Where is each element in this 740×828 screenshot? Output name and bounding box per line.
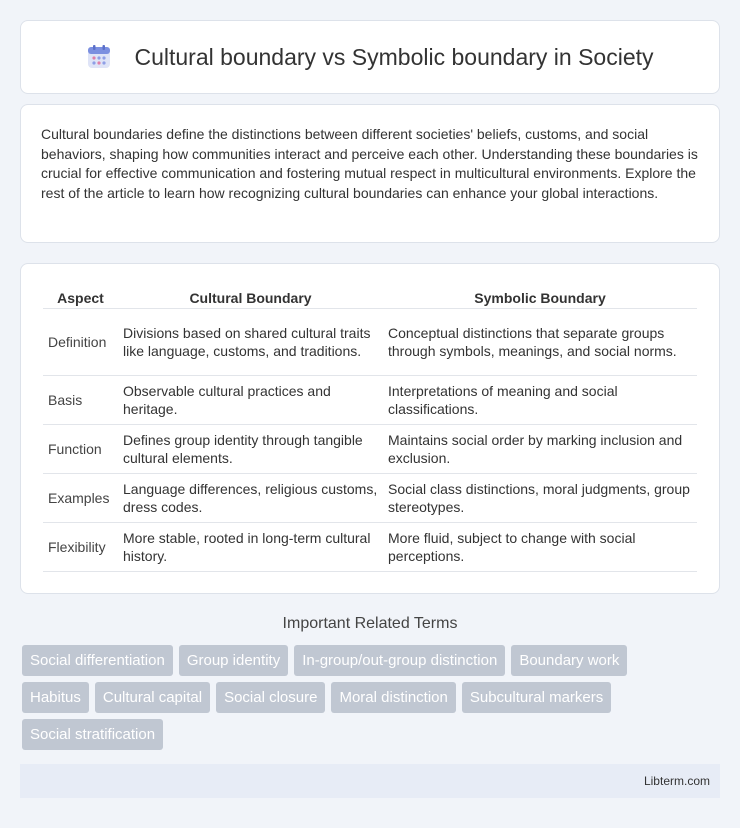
tag-in-group-out-group-distinction[interactable]: In-group/out-group distinction xyxy=(294,645,505,676)
tag-group-identity[interactable]: Group identity xyxy=(179,645,288,676)
header-aspect: Aspect xyxy=(43,285,118,309)
table-row xyxy=(43,425,697,474)
row-symbolic: Conceptual distinctions that separate groups through symbols, meanings, and social norms. xyxy=(383,309,697,376)
tag-subcultural-markers[interactable]: Subcultural markers xyxy=(462,682,611,713)
table-row xyxy=(43,523,697,572)
tag-social-stratification[interactable]: Social stratification xyxy=(22,719,163,750)
table-row xyxy=(43,474,697,523)
table-header-row xyxy=(43,285,697,309)
table-row xyxy=(43,309,697,376)
related-terms-list xyxy=(22,645,702,756)
tag-social-closure[interactable]: Social closure xyxy=(216,682,325,713)
tag-habitus[interactable]: Habitus xyxy=(22,682,89,713)
tag-boundary-work[interactable]: Boundary work xyxy=(511,645,627,676)
comparison-table xyxy=(43,285,697,572)
comparison-table-card xyxy=(20,263,720,594)
intro-card xyxy=(20,104,720,243)
tag-cultural-capital[interactable]: Cultural capital xyxy=(95,682,210,713)
page-title: Cultural boundary vs Symbolic boundary in Society xyxy=(134,43,654,70)
row-aspect: Definition xyxy=(43,309,118,376)
row-cultural: Defines group identity through tangible cultural elements. xyxy=(118,425,383,474)
footer xyxy=(20,764,720,798)
row-aspect: Basis xyxy=(43,376,118,425)
row-symbolic: Maintains social order by marking inclusion and exclusion. xyxy=(383,425,697,474)
related-terms-title: Important Related Terms xyxy=(282,615,458,632)
tag-social-differentiation[interactable]: Social differentiation xyxy=(22,645,173,676)
row-symbolic: More fluid, subject to change with social perceptions. xyxy=(383,523,697,572)
header-card xyxy=(20,20,720,94)
row-aspect: Flexibility xyxy=(43,523,118,572)
row-aspect: Function xyxy=(43,425,118,474)
header-symbolic-boundary: Symbolic Boundary xyxy=(383,285,697,309)
row-cultural: Divisions based on shared cultural traits like language, customs, and traditions. xyxy=(118,309,383,376)
calendar-icon xyxy=(86,44,112,70)
tag-moral-distinction[interactable]: Moral distinction xyxy=(331,682,455,713)
row-symbolic: Interpretations of meaning and social classifications. xyxy=(383,376,697,425)
row-cultural: More stable, rooted in long-term cultural history. xyxy=(118,523,383,572)
row-aspect: Examples xyxy=(43,474,118,523)
intro-paragraph: Cultural boundaries define the distinctions between different societies' beliefs, customs, and social behaviors, shaping how communities interact and perceive each other. Understanding these boundaries is crucial for effective communication and fostering mutual respect in multicultural environments. Explore the rest of the article to learn how recognizing cultural boundaries can enhance your global interactions. xyxy=(41,126,698,201)
header-cultural-boundary: Cultural Boundary xyxy=(118,285,383,309)
row-cultural: Language differences, religious customs, dress codes. xyxy=(118,474,383,523)
row-symbolic: Social class distinctions, moral judgments, group stereotypes. xyxy=(383,474,697,523)
table-row xyxy=(43,376,697,425)
row-cultural: Observable cultural practices and heritage. xyxy=(118,376,383,425)
footer-site-link[interactable]: Libterm.com xyxy=(643,774,710,788)
